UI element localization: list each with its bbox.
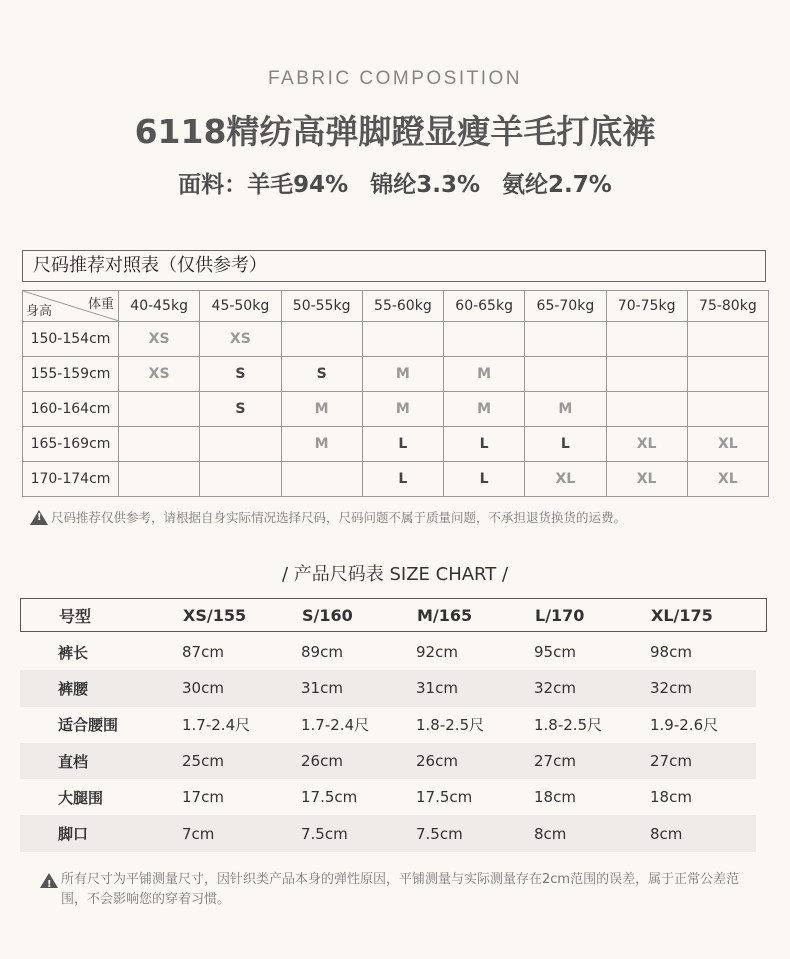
size-cell — [200, 427, 281, 462]
measurement-label: 直档 — [58, 752, 89, 771]
size-cell: M — [362, 392, 443, 427]
weight-header: 65-70kg — [525, 291, 606, 322]
measurement-label: 裤长 — [58, 643, 89, 662]
measurement-value: 31cm — [301, 679, 343, 698]
measurement-label: 大腿围 — [58, 788, 104, 807]
size-chart-column-header: S/160 — [302, 605, 353, 625]
recommend-table-title: 尺码推荐对照表（仅供参考） — [22, 250, 766, 282]
weight-header: 55-60kg — [362, 291, 443, 322]
measurement-value: 32cm — [650, 679, 692, 698]
product-title: 6118精纺高弹脚蹬显瘦羊毛打底裤 — [134, 112, 656, 151]
size-chart-row — [20, 815, 756, 851]
size-cell — [119, 462, 200, 497]
size-chart-column-header: L/170 — [535, 605, 585, 625]
size-cell: XS — [119, 357, 200, 392]
weight-axis-label: 体重 — [87, 297, 114, 312]
measurement-value: 1.7-2.4尺 — [301, 716, 370, 735]
size-cell — [281, 322, 362, 357]
weight-header: 60-65kg — [444, 291, 525, 322]
height-label: 165-169cm — [23, 427, 119, 462]
measurement-label: 裤腰 — [58, 679, 89, 698]
measurement-value: 26cm — [416, 752, 458, 771]
weight-header: 70-75kg — [606, 291, 687, 322]
weight-header: 75-80kg — [687, 291, 768, 322]
size-chart-column-header: XS/155 — [183, 605, 247, 625]
recommend-header-row — [23, 291, 769, 322]
weight-header: 40-45kg — [119, 291, 200, 322]
corner-cell — [23, 291, 119, 322]
measurement-note — [40, 870, 760, 910]
size-cell: L — [362, 462, 443, 497]
size-cell: XL — [606, 427, 687, 462]
size-cell: S — [200, 357, 281, 392]
height-label: 150-154cm — [23, 322, 119, 357]
measurement-value: 8cm — [650, 824, 683, 843]
size-cell: M — [362, 357, 443, 392]
size-cell — [281, 462, 362, 497]
height-label: 160-164cm — [23, 392, 119, 427]
size-cell — [362, 322, 443, 357]
size-chart-column-header: 号型 — [59, 606, 92, 626]
fabric-composition: 面料：羊毛94% 锦纶3.3% 氨纶2.7% — [178, 172, 612, 198]
size-cell: L — [444, 427, 525, 462]
size-cell: XL — [687, 462, 768, 497]
size-chart-body — [20, 634, 756, 852]
size-chart-row — [20, 634, 756, 670]
height-label: 170-174cm — [23, 462, 119, 497]
size-cell: S — [200, 392, 281, 427]
size-cell — [200, 462, 281, 497]
measurement-value: 17.5cm — [416, 788, 473, 807]
measurement-value: 92cm — [416, 643, 458, 662]
size-cell: XS — [119, 322, 200, 357]
weight-header: 50-55kg — [281, 291, 362, 322]
size-cell: L — [444, 462, 525, 497]
measurement-value: 1.9-2.6尺 — [650, 716, 719, 735]
recommend-note-text: 尺码推荐仅供参考，请根据自身实际情况选择尺码，尺码问题不属于质量问题，不承担退货换货的运费。 — [51, 510, 627, 525]
measurement-value: 7.5cm — [301, 824, 348, 843]
size-cell: L — [362, 427, 443, 462]
height-label: 155-159cm — [23, 357, 119, 392]
measurement-value: 27cm — [534, 752, 576, 771]
size-chart-header-row — [20, 598, 767, 632]
size-chart-row — [20, 743, 756, 779]
size-cell — [444, 322, 525, 357]
measurement-value: 95cm — [534, 643, 576, 662]
size-cell — [606, 357, 687, 392]
warning-icon — [40, 873, 58, 888]
size-cell: M — [281, 392, 362, 427]
size-cell: M — [444, 357, 525, 392]
measurement-value: 98cm — [650, 643, 692, 662]
measurement-value: 8cm — [534, 824, 567, 843]
size-cell: M — [525, 392, 606, 427]
size-cell: S — [281, 357, 362, 392]
size-cell — [525, 322, 606, 357]
size-cell — [606, 322, 687, 357]
size-chart-row — [20, 779, 756, 815]
size-chart-column-header: XL/175 — [651, 605, 713, 625]
measurement-value: 17.5cm — [301, 788, 358, 807]
size-chart-row — [20, 670, 756, 706]
recommend-note — [30, 508, 770, 526]
measurement-value: 26cm — [301, 752, 343, 771]
size-chart-row — [20, 707, 756, 743]
measurement-value: 1.8-2.5尺 — [416, 716, 485, 735]
height-axis-label: 身高 — [26, 304, 53, 319]
measurement-value: 30cm — [182, 679, 224, 698]
recommend-row — [23, 357, 769, 392]
eyebrow-text: FABRIC COMPOSITION — [267, 68, 523, 89]
size-cell: XL — [606, 462, 687, 497]
size-cell — [687, 392, 768, 427]
size-cell: L — [525, 427, 606, 462]
measurement-label: 脚口 — [58, 825, 89, 844]
measurement-value: 18cm — [534, 788, 576, 807]
size-cell — [606, 392, 687, 427]
measurement-label: 适合腰围 — [58, 716, 119, 735]
measurement-note-text: 所有尺寸为平铺测量尺寸，因针织类产品本身的弹性原因，平铺测量与实际测量存在2cm范围的误差，属于正常公差范围，不会影响您的穿着习惯。 — [61, 872, 740, 907]
size-cell: M — [444, 392, 525, 427]
recommend-row — [23, 462, 769, 497]
size-cell: XL — [687, 427, 768, 462]
size-cell: M — [281, 427, 362, 462]
recommend-row — [23, 427, 769, 462]
measurement-value: 89cm — [301, 643, 343, 662]
size-cell — [525, 357, 606, 392]
measurement-value: 25cm — [182, 752, 224, 771]
size-cell — [119, 427, 200, 462]
measurement-value: 1.7-2.4尺 — [182, 716, 251, 735]
measurement-value: 17cm — [182, 788, 224, 807]
recommend-row — [23, 392, 769, 427]
measurement-value: 32cm — [534, 679, 576, 698]
measurement-value: 27cm — [650, 752, 692, 771]
weight-header: 45-50kg — [200, 291, 281, 322]
measurement-value: 87cm — [182, 643, 224, 662]
measurement-value: 31cm — [416, 679, 458, 698]
size-cell — [687, 357, 768, 392]
size-cell — [119, 392, 200, 427]
size-cell — [687, 322, 768, 357]
size-recommend-table — [22, 290, 769, 497]
measurement-value: 1.8-2.5尺 — [534, 716, 603, 735]
measurement-value: 18cm — [650, 788, 692, 807]
warning-icon — [30, 510, 48, 525]
size-cell: XS — [200, 322, 281, 357]
size-cell: XL — [525, 462, 606, 497]
size-chart-title: / 产品尺码表 SIZE CHART / — [281, 564, 509, 585]
size-chart-column-header: M/165 — [417, 605, 473, 625]
measurement-value: 7.5cm — [416, 824, 463, 843]
recommend-row — [23, 322, 769, 357]
measurement-value: 7cm — [182, 824, 215, 843]
